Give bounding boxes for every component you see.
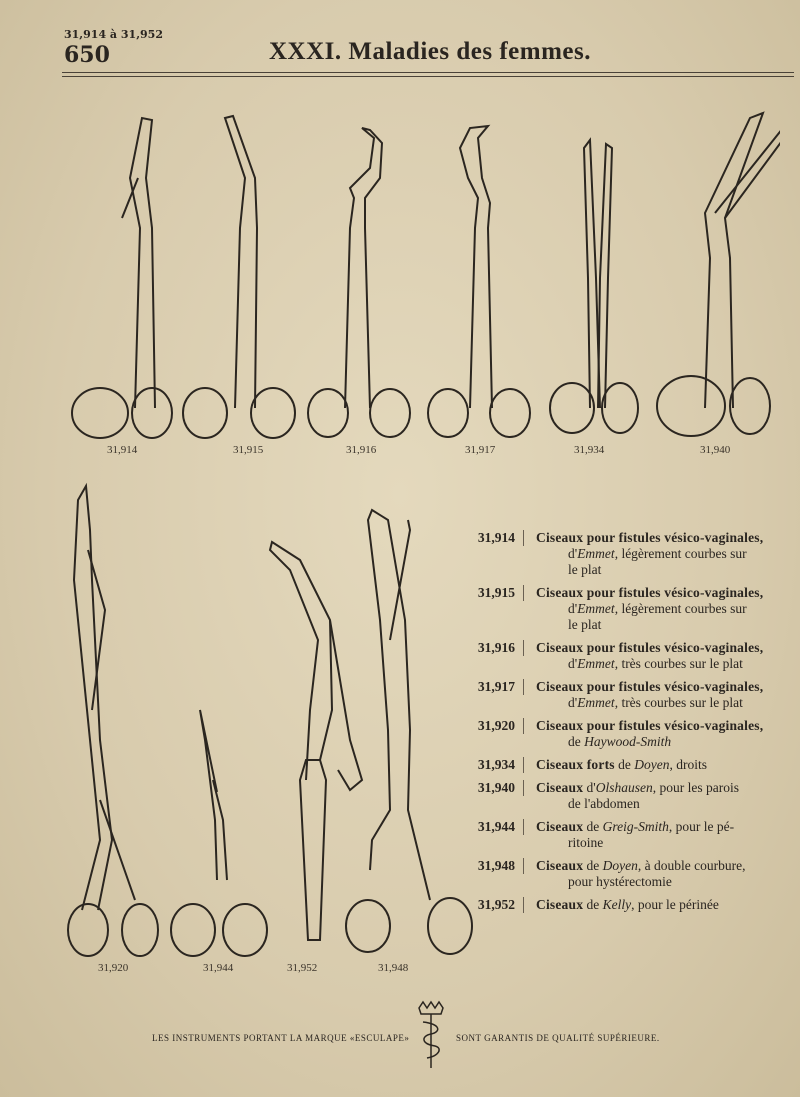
item-code: 31,948 bbox=[470, 858, 524, 874]
item-name: Ciseaux bbox=[536, 858, 584, 873]
item-code: 31,934 bbox=[470, 757, 524, 773]
list-item bbox=[470, 530, 770, 578]
item-code: 31,915 bbox=[470, 585, 524, 601]
item-rest: , très courbes sur le plat bbox=[614, 656, 743, 671]
caption-31915: 31,915 bbox=[233, 444, 264, 456]
header-rule bbox=[62, 72, 794, 73]
item-rest: , pour le périnée bbox=[631, 897, 719, 912]
item-rest: , droits bbox=[669, 757, 707, 772]
item-prefix: de bbox=[568, 734, 585, 749]
item-code: 31,917 bbox=[470, 679, 524, 695]
item-author: Emmet bbox=[577, 695, 615, 710]
list-item bbox=[470, 858, 770, 890]
item-line3: le plat bbox=[568, 617, 602, 632]
list-item bbox=[470, 819, 770, 851]
page-range: 31,914 à 31,952 bbox=[64, 28, 163, 41]
item-author: Emmet bbox=[577, 601, 615, 616]
instrument-list bbox=[470, 530, 770, 920]
item-author: Greig-Smith bbox=[602, 819, 669, 834]
item-name: Ciseaux pour fistules vésico-vaginales, bbox=[536, 585, 764, 600]
item-prefix: de bbox=[614, 757, 635, 772]
item-rest: , pour les parois bbox=[652, 780, 739, 795]
item-prefix: d' bbox=[568, 546, 578, 561]
item-author: Emmet bbox=[577, 546, 615, 561]
item-rest: , légèrement courbes sur bbox=[614, 601, 747, 616]
scissors-illustrations-top bbox=[60, 108, 780, 443]
item-code: 31,952 bbox=[470, 897, 524, 913]
list-item bbox=[470, 679, 770, 711]
item-rest: , pour le pé- bbox=[668, 819, 735, 834]
caption-31934: 31,934 bbox=[574, 444, 605, 456]
item-line3: le plat bbox=[568, 562, 602, 577]
page-title: XXXI. Maladies des femmes. bbox=[269, 38, 591, 65]
item-line3: ritoine bbox=[568, 835, 604, 850]
caption-31940: 31,940 bbox=[700, 444, 731, 456]
list-item bbox=[470, 640, 770, 672]
header-rule bbox=[62, 76, 794, 77]
item-name: Ciseaux bbox=[536, 780, 584, 795]
item-line3: pour hystérectomie bbox=[568, 874, 672, 889]
item-name: Ciseaux pour fistules vésico-vaginales, bbox=[536, 718, 764, 733]
footer-right-text: SONT GARANTIS DE QUALITÉ SUPÉRIEURE. bbox=[456, 1033, 660, 1043]
list-item bbox=[470, 897, 770, 913]
item-name: Ciseaux bbox=[536, 819, 584, 834]
item-rest: , très courbes sur le plat bbox=[614, 695, 743, 710]
item-prefix: d' bbox=[568, 695, 578, 710]
item-prefix: d' bbox=[583, 780, 596, 795]
item-author: Doyen bbox=[634, 757, 670, 772]
item-prefix: de bbox=[583, 858, 603, 873]
item-name: Ciseaux pour fistules vésico-vaginales, bbox=[536, 679, 764, 694]
caption-31917: 31,917 bbox=[465, 444, 496, 456]
caption-31952: 31,952 bbox=[287, 962, 318, 974]
item-name: Ciseaux pour fistules vésico-vaginales, bbox=[536, 640, 764, 655]
item-code: 31,920 bbox=[470, 718, 524, 734]
scissors-31914-figure bbox=[72, 118, 172, 438]
caption-31916: 31,916 bbox=[346, 444, 377, 456]
list-item bbox=[470, 780, 770, 812]
item-name: Ciseaux bbox=[536, 897, 584, 912]
item-line3: de l'abdomen bbox=[568, 796, 640, 811]
caption-31944: 31,944 bbox=[203, 962, 234, 974]
item-code: 31,940 bbox=[470, 780, 524, 796]
list-item bbox=[470, 757, 770, 773]
item-author: Kelly bbox=[602, 897, 632, 912]
item-name: Ciseaux forts bbox=[536, 757, 615, 772]
esculape-logo-icon bbox=[413, 1000, 449, 1070]
item-author: Emmet bbox=[577, 656, 615, 671]
item-prefix: de bbox=[583, 897, 603, 912]
caption-31914: 31,914 bbox=[107, 444, 138, 456]
item-author: Olshausen bbox=[595, 780, 653, 795]
item-prefix: de bbox=[583, 819, 603, 834]
item-prefix: d' bbox=[568, 601, 578, 616]
item-code: 31,916 bbox=[470, 640, 524, 656]
caption-31948: 31,948 bbox=[378, 962, 409, 974]
item-author: Doyen bbox=[602, 858, 638, 873]
item-name: Ciseaux pour fistules vésico-vaginales, bbox=[536, 530, 764, 545]
caption-31920: 31,920 bbox=[98, 962, 129, 974]
item-author: Haywood-Smith bbox=[584, 734, 672, 749]
footer-left-text: LES INSTRUMENTS PORTANT LA MARQUE «ESCULAPE» bbox=[152, 1033, 410, 1043]
item-code: 31,914 bbox=[470, 530, 524, 546]
page-number: 650 bbox=[64, 42, 110, 68]
item-rest: , légèrement courbes sur bbox=[614, 546, 747, 561]
list-item bbox=[470, 718, 770, 750]
item-rest: , à double courbure, bbox=[637, 858, 746, 873]
item-code: 31,944 bbox=[470, 819, 524, 835]
list-item bbox=[470, 585, 770, 633]
item-prefix: d' bbox=[568, 656, 578, 671]
scissors-illustrations-bottom bbox=[60, 480, 480, 965]
